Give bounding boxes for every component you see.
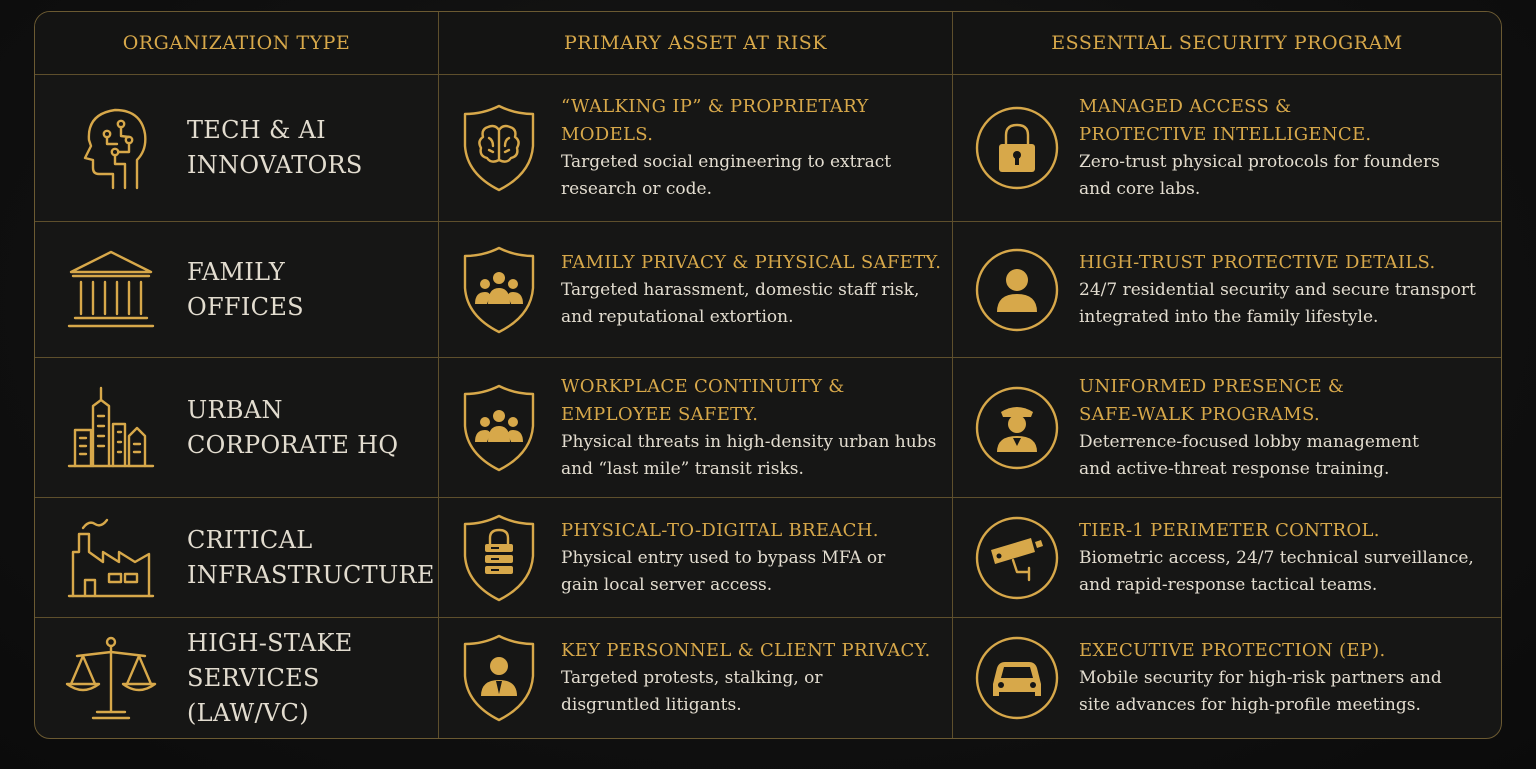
security-matrix-table (34, 11, 1502, 739)
program-title: UNIFORMED PRESENCE & SAFE-WALK PROGRAMS. (1079, 375, 1345, 425)
shield-executive-icon (459, 630, 539, 726)
program-cell-urban-corporate (953, 358, 1501, 498)
shield-group-icon (459, 380, 539, 476)
skyline-icon (63, 380, 159, 476)
asset-title: “WALKING IP” & PROPRIETARY MODELS. (561, 96, 869, 145)
org-cell-family-offices (35, 222, 439, 358)
asset-cell-urban-corporate (439, 358, 953, 498)
shield-server-icon (459, 510, 539, 606)
shield-group-icon (459, 242, 539, 338)
program-title: TIER-1 PERIMETER CONTROL. (1079, 519, 1380, 541)
program-title: MANAGED ACCESS & PROTECTIVE INTELLIGENCE. (1079, 96, 1372, 145)
padlock-icon (973, 104, 1061, 192)
program-cell-high-stake-services (953, 618, 1501, 738)
asset-cell-critical-infrastructure (439, 498, 953, 618)
header-primary-asset: PRIMARY ASSET AT RISK (439, 12, 953, 75)
cctv-camera-icon (973, 514, 1061, 602)
org-name: HIGH-STAKE SERVICES (LAW/VC) (187, 628, 353, 727)
program-description: Mobile security for high-risk partners and site advances for high-profile meetings. (1079, 668, 1442, 715)
program-cell-critical-infrastructure (953, 498, 1501, 618)
program-title: EXECUTIVE PROTECTION (EP). (1079, 640, 1386, 661)
bank-building-icon (63, 242, 159, 338)
factory-icon (63, 510, 159, 606)
security-guard-icon (973, 384, 1061, 472)
program-cell-tech-ai (953, 75, 1501, 222)
person-icon (973, 246, 1061, 334)
scales-of-justice-icon (63, 630, 159, 726)
org-cell-urban-corporate (35, 358, 439, 498)
asset-cell-high-stake-services (439, 618, 953, 738)
asset-title: KEY PERSONNEL & CLIENT PRIVACY. (561, 640, 931, 661)
program-description: Biometric access, 24/7 technical surveillance, and rapid-response tactical teams. (1079, 547, 1474, 595)
asset-cell-tech-ai (439, 75, 953, 222)
org-cell-high-stake-services (35, 618, 439, 738)
asset-title: FAMILY PRIVACY & PHYSICAL SAFETY. (561, 251, 942, 273)
org-name: FAMILY OFFICES (187, 257, 304, 321)
asset-description: Targeted protests, stalking, or disgruntled litigants. (561, 668, 823, 715)
org-name: TECH & AI INNOVATORS (187, 116, 363, 179)
header-organization-type: ORGANIZATION TYPE (35, 12, 439, 75)
program-description: Zero-trust physical protocols for founders and core labs. (1079, 152, 1440, 199)
asset-description: Physical threats in high-density urban hubs and “last mile” transit risks. (561, 431, 937, 479)
asset-description: Physical entry used to bypass MFA or gain local server access. (561, 547, 886, 595)
org-cell-tech-ai (35, 75, 439, 222)
ai-head-icon (63, 100, 159, 196)
car-icon (973, 634, 1061, 722)
asset-title: PHYSICAL-TO-DIGITAL BREACH. (561, 519, 879, 541)
program-title: HIGH-TRUST PROTECTIVE DETAILS. (1079, 251, 1436, 273)
asset-description: Targeted social engineering to extract research or code. (561, 152, 892, 199)
header-security-program: ESSENTIAL SECURITY PROGRAM (953, 12, 1501, 75)
org-name: CRITICAL INFRASTRUCTURE (187, 525, 435, 589)
program-description: Deterrence-focused lobby management and active-threat response training. (1079, 431, 1419, 479)
asset-description: Targeted harassment, domestic staff risk, and reputational extortion. (561, 279, 920, 327)
org-cell-critical-infrastructure (35, 498, 439, 618)
program-cell-family-offices (953, 222, 1501, 358)
program-description: 24/7 residential security and secure transport integrated into the family lifestyle. (1079, 279, 1476, 327)
org-name: URBAN CORPORATE HQ (187, 395, 399, 459)
asset-title: WORKPLACE CONTINUITY & EMPLOYEE SAFETY. (561, 375, 845, 425)
shield-brain-icon (459, 100, 539, 196)
asset-cell-family-offices (439, 222, 953, 358)
